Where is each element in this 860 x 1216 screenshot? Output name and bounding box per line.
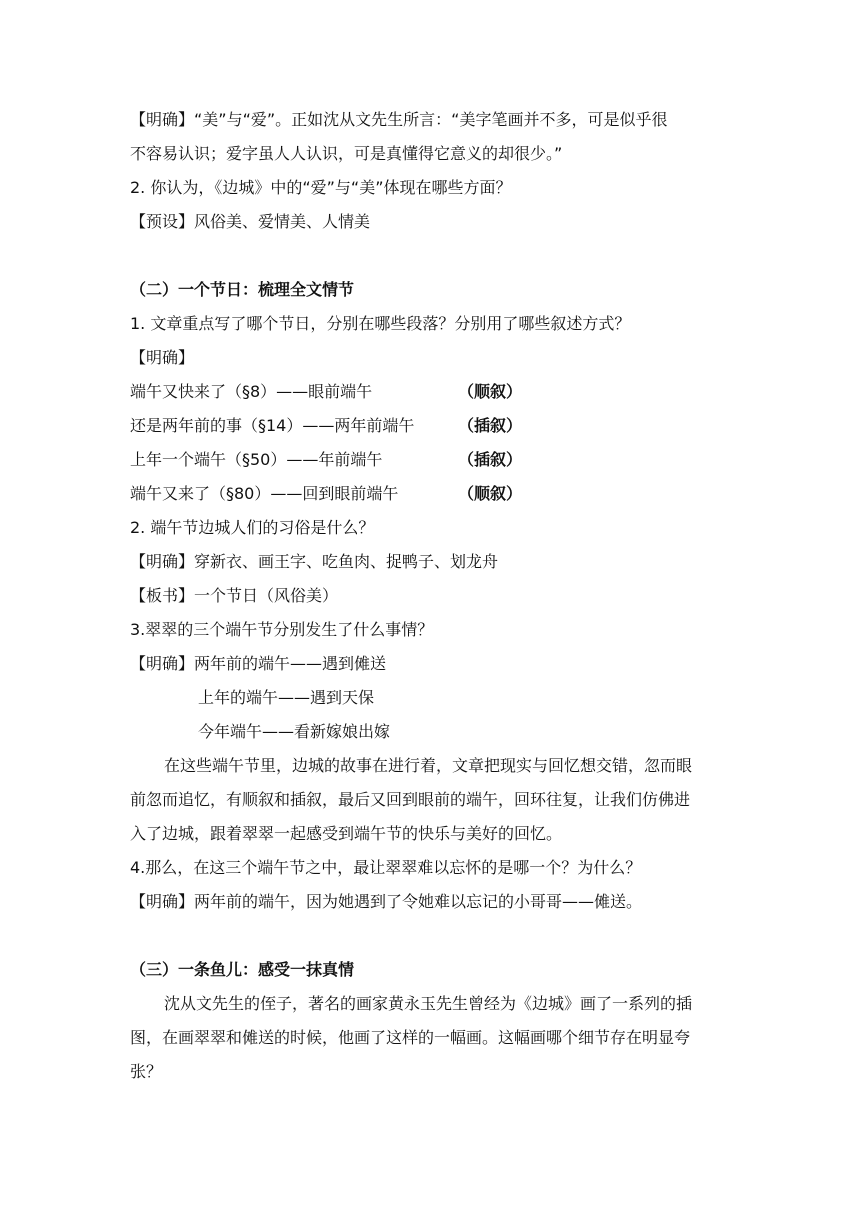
- s2-question-4: 4.那么，在这三个端午节之中，最让翠翠难以忘怀的是哪一个？为什么？: [130, 858, 642, 877]
- paragraph-2-line-2: 图，在画翠翠和傩送的时候，他画了这样的一幅画。这幅画哪个细节存在明显夸: [130, 1028, 691, 1047]
- section-2-title: （二）一个节日：梳理全文情节: [130, 280, 355, 299]
- narration-tag-1: （顺叙）: [458, 382, 523, 401]
- narration-tag-3: （插叙）: [458, 450, 523, 469]
- s2-answer-3-line-1: 【明确】两年前的端午——遇到傩送: [130, 654, 387, 673]
- paragraph-1-line-2: 前忽而追忆，有顺叙和插叙，最后又回到眼前的端午，回环往复，让我们仿佛进: [130, 790, 691, 809]
- duanwu-row-1: 端午又快来了（§8）——眼前端午: [130, 382, 373, 401]
- duanwu-row-2: 还是两年前的事（§14）——两年前端午: [130, 416, 415, 435]
- s2-answer-3-line-2: 上年的端午——遇到天保: [198, 688, 375, 707]
- preset-answer: 【预设】风俗美、爱情美、人情美: [130, 212, 371, 231]
- answer-line: 【明确】“美”与“爱”。正如沈从文先生所言：“美字笔画并不多，可是似乎很: [130, 110, 668, 129]
- duanwu-row-3: 上年一个端午（§50）——年前端午: [130, 450, 383, 469]
- paragraph-2-line-1: 沈从文先生的侄子，著名的画家黄永玉先生曾经为《边城》画了一系列的插: [164, 994, 693, 1013]
- narration-tag-2: （插叙）: [458, 416, 523, 435]
- s2-answer-3-line-3: 今年端午——看新嫁娘出嫁: [198, 722, 391, 741]
- s2-ming-label: 【明确】: [130, 348, 195, 367]
- s2-question-1: 1. 文章重点写了哪个节日，分别在哪些段落？分别用了哪些叙述方式？: [130, 314, 631, 333]
- s2-question-3: 3.翠翠的三个端午节分别发生了什么事情？: [130, 620, 434, 639]
- s2-question-2: 2. 端午节边城人们的习俗是什么？: [130, 518, 375, 537]
- paragraph-1-line-3: 入了边城，跟着翠翠一起感受到端午节的快乐与美好的回忆。: [130, 824, 563, 843]
- s2-answer-4: 【明确】两年前的端午，因为她遇到了令她难以忘记的小哥哥——傩送。: [130, 892, 643, 911]
- s2-answer-2: 【明确】穿新衣、画王字、吃鱼肉、捉鸭子、划龙舟: [130, 552, 499, 571]
- question-2: 2. 你认为，《边城》中的“爱”与“美”体现在哪些方面？: [130, 178, 512, 197]
- paragraph-1-line-1: 在这些端午节里，边城的故事在进行着，文章把现实与回忆想交错，忽而眼: [164, 756, 693, 775]
- narration-tag-4: （顺叙）: [458, 484, 523, 503]
- s2-board: 【板书】一个节日（风俗美）: [130, 586, 339, 605]
- paragraph-2-line-3: 张？: [130, 1062, 163, 1081]
- answer-line-cont: 不容易认识；爱字虽人人认识，可是真懂得它意义的却很少。”: [130, 144, 563, 163]
- duanwu-row-4: 端午又来了（§80）——回到眼前端午: [130, 484, 399, 503]
- section-3-title: （三）一条鱼儿：感受一抹真情: [130, 960, 355, 979]
